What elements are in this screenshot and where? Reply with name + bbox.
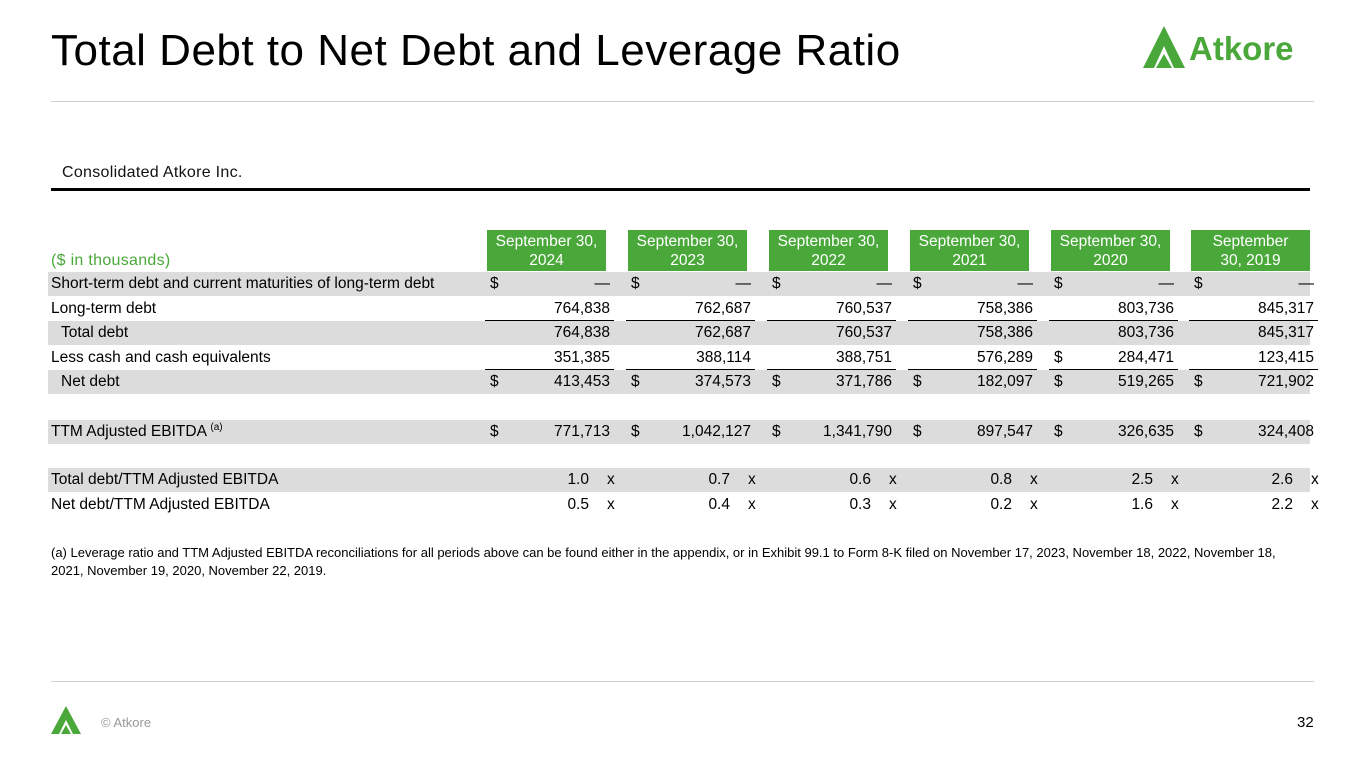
ratio-value: 2.6 [1271,471,1293,488]
atkore-logo [1143,24,1315,70]
row-label [51,420,223,444]
table-row [48,370,1314,394]
cell-value: 845,317 [1257,300,1314,317]
row-label-text: Long-term debt [51,300,157,317]
ratio-value: 0.4 [708,496,730,513]
cell-value: 284,471 [1117,349,1174,366]
cell-value: 760,537 [835,300,892,317]
page-title: Total Debt to Net Debt and Leverage Ratio [51,26,901,75]
cell-value: 845,317 [1257,324,1314,341]
footnote: (a) Leverage ratio and TTM Adjusted EBITDA reconciliations for all periods above can be found either in the appendix, or in Exhibit 99.1 to Form 8-K filed on November 17, 2023, November 18, 2022, November 18, 2021, November 19, 2020, November 22, 2019. [51,545,1276,578]
cell-value: — [594,275,610,292]
currency-sign: $ [913,423,922,440]
header-divider [51,101,1314,102]
cell-value: 762,687 [694,300,751,317]
currency-sign: $ [1054,373,1063,390]
ratio-value: 2.2 [1271,496,1293,513]
row-label-text: TTM Adjusted EBITDA [51,423,207,440]
cell-value: 760,537 [835,324,892,341]
cell-value: 897,547 [976,423,1033,440]
row-label [51,272,434,296]
table-row [48,420,1314,444]
row-label-text: Net debt/TTM Adjusted EBITDA [51,496,270,513]
cell-value: — [876,275,892,292]
cell-value: 758,386 [976,324,1033,341]
ratio-suffix: x [889,471,897,488]
currency-sign: $ [1194,373,1203,390]
row-label-text: Total debt/TTM Adjusted EBITDA [51,471,279,488]
ratio-suffix: x [1030,496,1038,513]
ratio-suffix: x [889,496,897,513]
cell-value: — [735,275,751,292]
cell-value: 374,573 [694,373,751,390]
table-row [48,297,1314,321]
ratio-value: 0.7 [708,471,730,488]
ratio-suffix: x [1030,471,1038,488]
ratio-suffix: x [1171,471,1179,488]
currency-sign: $ [772,373,781,390]
table-row [48,493,1319,517]
ratio-value: 1.6 [1131,496,1153,513]
subtitle-underline [51,188,1310,191]
cell-value: — [1158,275,1174,292]
currency-sign: $ [631,373,640,390]
row-label-text: Net debt [61,373,120,390]
ratio-suffix: x [1311,471,1319,488]
currency-sign: $ [913,275,922,292]
currency-sign: $ [1054,423,1063,440]
cell-value: 764,838 [553,300,610,317]
row-label [61,321,128,345]
row-label [51,493,270,517]
column-header: September 30, 2024 [487,230,606,271]
cell-value: — [1017,275,1033,292]
ratio-suffix: x [607,471,615,488]
cell-value: 758,386 [976,300,1033,317]
ratio-value: 0.2 [990,496,1012,513]
currency-sign: $ [490,275,499,292]
table-subtitle: Consolidated Atkore Inc. [62,164,243,181]
currency-sign: $ [913,373,922,390]
currency-sign: $ [772,275,781,292]
currency-sign: $ [1194,275,1203,292]
currency-sign: $ [1054,349,1063,366]
cell-value: 182,097 [976,373,1033,390]
atkore-logo-small [51,705,87,735]
column-header: September 30, 2022 [769,230,888,271]
column-header: September 30, 2019 [1191,230,1310,271]
logo-wordmark: Atkore [1189,30,1294,67]
cell-value: 326,635 [1117,423,1174,440]
footnote-marker: (a) [210,422,223,433]
cell-value: 803,736 [1117,300,1174,317]
currency-sign: $ [1054,275,1063,292]
currency-sign: $ [490,423,499,440]
copyright: © Atkore [101,715,152,730]
ratio-suffix: x [607,496,615,513]
column-header: September 30, 2021 [910,230,1029,271]
units-label: ($ in thousands) [51,252,171,269]
row-label [61,370,120,394]
cell-value: 519,265 [1117,373,1174,390]
ratio-suffix: x [748,496,756,513]
ratio-suffix: x [1311,496,1319,513]
cell-value: 721,902 [1257,373,1314,390]
cell-value: — [1298,275,1314,292]
cell-value: 413,453 [553,373,610,390]
table-row [48,321,1314,345]
footer-divider [51,681,1314,682]
column-header: September 30, 2020 [1051,230,1170,271]
ratio-value: 1.0 [567,471,589,488]
cell-value: 771,713 [553,423,610,440]
cell-value: 123,415 [1257,349,1314,366]
cell-value: 803,736 [1117,324,1174,341]
row-label-text: Total debt [61,324,129,341]
ratio-value: 0.5 [567,496,589,513]
ratio-value: 0.3 [849,496,871,513]
ratio-value: 2.5 [1131,471,1153,488]
cell-value: 764,838 [553,324,610,341]
cell-value: 1,341,790 [823,423,892,440]
row-label-text: Less cash and cash equivalents [51,349,271,366]
currency-sign: $ [1194,423,1203,440]
cell-value: 762,687 [694,324,751,341]
table-row [48,272,1314,296]
table-row [48,468,1319,492]
cell-value: 388,751 [835,349,892,366]
currency-sign: $ [631,275,640,292]
cell-value: 324,408 [1257,423,1314,440]
page-number: 32 [1297,714,1314,731]
ratio-suffix: x [748,471,756,488]
ratio-suffix: x [1171,496,1179,513]
ratio-value: 0.6 [849,471,871,488]
cell-value: 371,786 [835,373,892,390]
currency-sign: $ [631,423,640,440]
cell-value: 576,289 [976,349,1033,366]
row-label [51,346,271,370]
column-header: September 30, 2023 [628,230,747,271]
cell-value: 388,114 [696,349,751,366]
currency-sign: $ [772,423,781,440]
row-label-text: Short-term debt and current maturities of long-term debt [51,275,435,292]
cell-value: 351,385 [553,349,610,366]
row-label [51,297,156,321]
currency-sign: $ [490,373,499,390]
cell-value: 1,042,127 [682,423,751,440]
table-row [48,346,1314,370]
ratio-value: 0.8 [990,471,1012,488]
row-label [51,468,278,492]
